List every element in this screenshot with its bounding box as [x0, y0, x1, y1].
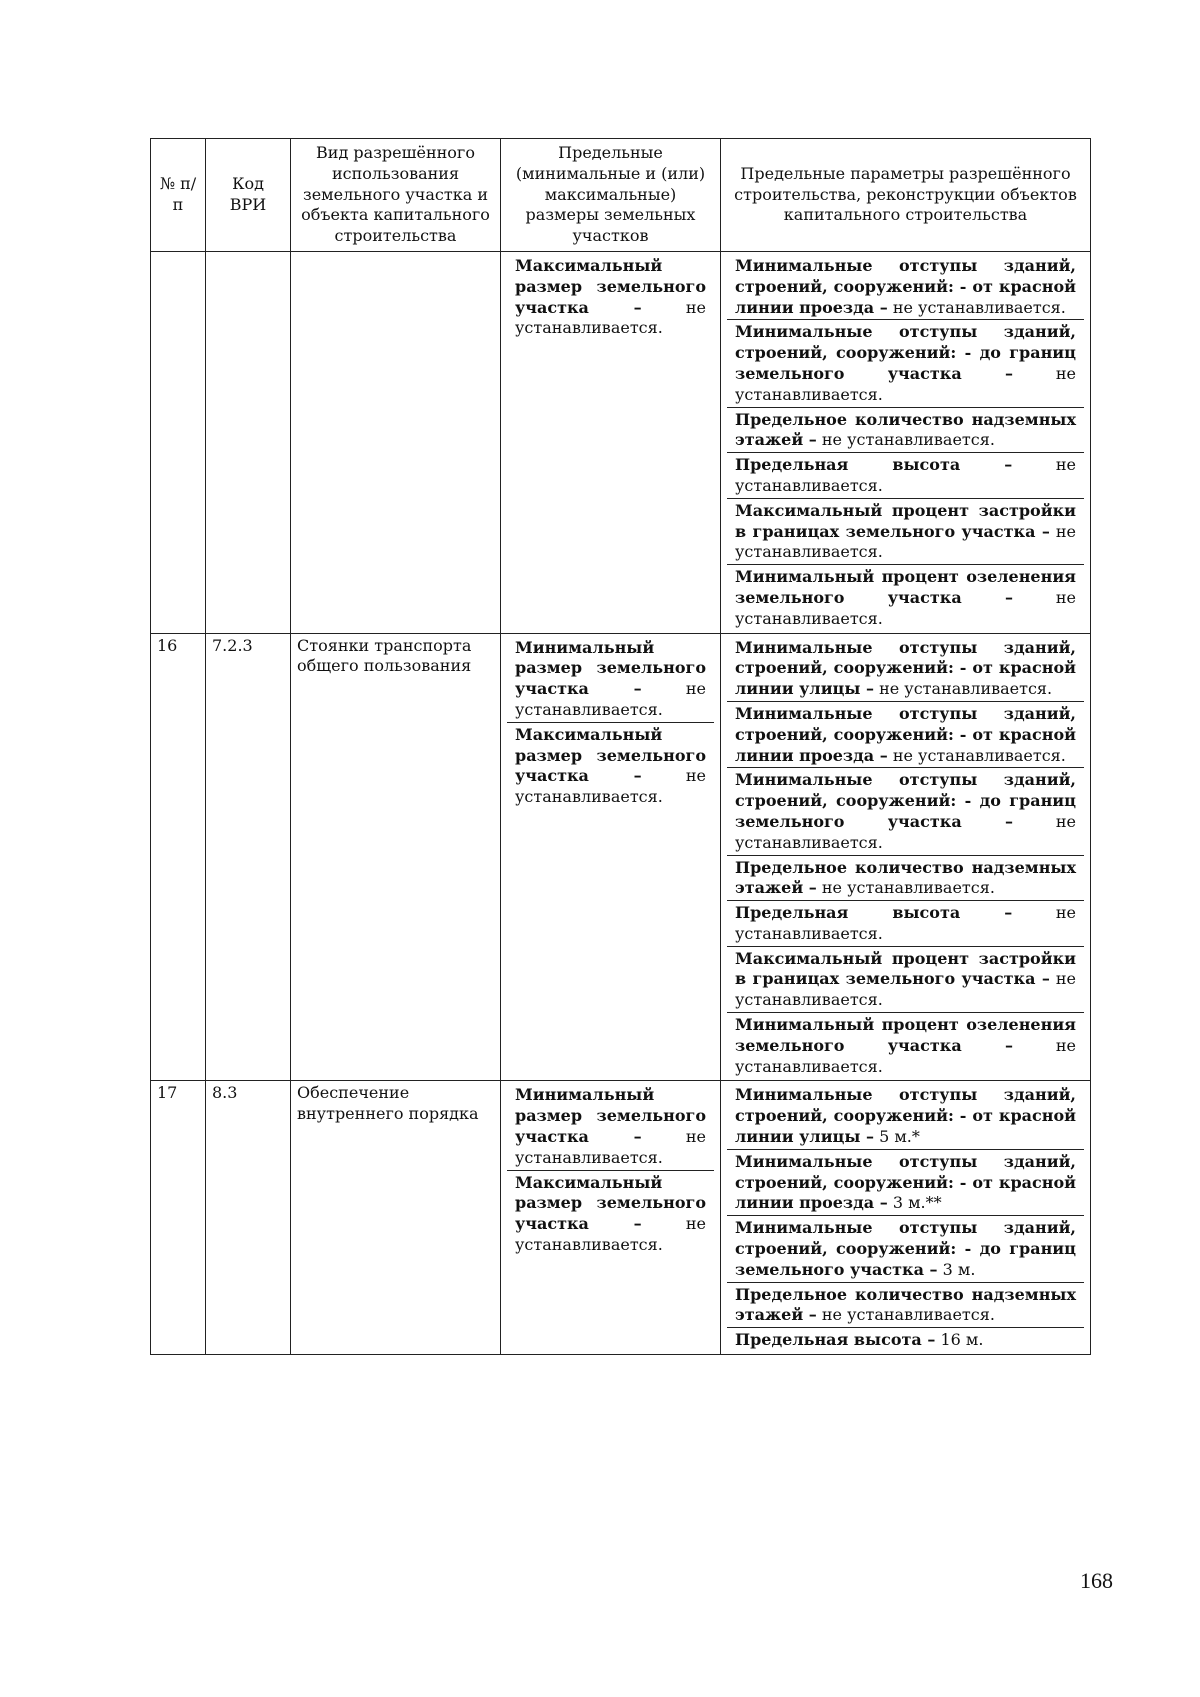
page-number: 168: [1080, 1568, 1113, 1593]
size-cell: [501, 633, 721, 1081]
zoning-parameters-table: [150, 138, 1091, 1355]
param-item-value: 3 м.**: [892, 1193, 942, 1213]
param-item-value: не устанавливается.: [735, 903, 1076, 943]
param-item-value: не устанавливается.: [879, 679, 1053, 699]
param-item-value: не устанавливается.: [735, 363, 1076, 404]
size-item: [507, 723, 714, 809]
param-item-value: 16 м.: [940, 1330, 984, 1350]
param-item-label: Предельная высота –: [735, 1330, 936, 1350]
size-item-value: не устанавливается.: [515, 679, 706, 719]
param-item: [727, 1083, 1084, 1149]
param-item-label: Минимальные отступы зданий, строений, сооружений: - до границ земельного участка –: [735, 1218, 1076, 1279]
row-number: 16: [151, 633, 206, 1081]
param-item-label: Предельное количество надземных этажей –: [735, 409, 1076, 450]
param-item-value: не устанавливается.: [892, 297, 1066, 317]
table-header-row: [151, 139, 1091, 252]
param-item: [727, 453, 1084, 499]
param-item-label: Минимальные отступы зданий, строений, сооружений: - от красной линии улицы –: [735, 637, 1076, 699]
param-item-value: не устанавливается.: [735, 1035, 1076, 1076]
param-item-value: не устанавливается.: [735, 969, 1076, 1010]
param-item: [727, 1328, 1084, 1352]
size-cell: [501, 1081, 721, 1355]
param-item-value: не устанавливается.: [821, 430, 995, 450]
size-item-value: не устанавливается.: [515, 297, 706, 338]
param-item-label: Предельная высота –: [735, 455, 1013, 475]
param-item-label: Минимальные отступы зданий, строений, сооружений: - от красной линии проезда –: [735, 703, 1076, 765]
params-cell: [721, 1081, 1091, 1355]
vri-name: Стоянки транспорта общего пользования: [291, 633, 501, 1081]
header-params: Предельные параметры разрешённого строительства, реконструкции объектов капитального строительства: [721, 139, 1091, 252]
param-item-label: Предельная высота –: [735, 903, 1013, 923]
param-item: [727, 702, 1084, 768]
param-item: [727, 565, 1084, 630]
param-item: [727, 1216, 1084, 1282]
size-item-value: не устанавливается.: [515, 1127, 706, 1167]
header-num: № п/п: [151, 139, 206, 252]
size-item-label: Максимальный размер земельного участка –: [515, 1172, 706, 1234]
param-item: [727, 320, 1084, 407]
param-item-label: Минимальные отступы зданий, строений, сооружений: - от красной линии проезда –: [735, 255, 1076, 317]
param-item-value: не устанавливается.: [892, 745, 1066, 765]
param-item-label: Минимальные отступы зданий, строений, сооружений: - до границ земельного участка –: [735, 322, 1076, 383]
size-cell: [501, 251, 721, 633]
header-code: Код ВРИ: [206, 139, 291, 252]
size-item: [507, 1083, 714, 1170]
header-vri: Вид разрешённого использования земельного участка и объекта капитального строительства: [291, 139, 501, 252]
param-item-value: не устанавливается.: [735, 455, 1076, 495]
param-item: [727, 636, 1084, 702]
param-item-value: не устанавливается.: [735, 521, 1076, 562]
param-item: [727, 901, 1084, 947]
param-item-label: Минимальный процент озеленения земельного участка –: [735, 567, 1076, 607]
row-number: 17: [151, 1081, 206, 1355]
size-item: [507, 636, 714, 723]
vri-code: 8.3: [206, 1081, 291, 1355]
param-item: [727, 768, 1084, 855]
param-item-value: 5 м.*: [879, 1127, 920, 1147]
param-item: [727, 254, 1084, 320]
vri-name: [291, 251, 501, 633]
table-row: [151, 633, 1091, 1081]
size-item: [507, 254, 714, 340]
size-item: [507, 1171, 714, 1257]
param-item-value: не устанавливается.: [735, 811, 1076, 852]
size-item-label: Минимальный размер земельного участка –: [515, 1085, 706, 1147]
table-body: [151, 251, 1091, 1354]
param-item: [727, 1150, 1084, 1216]
header-size: Предельные (минимальные и (или) максимальные) размеры земельных участков: [501, 139, 721, 252]
param-item-value: не устанавливается.: [735, 587, 1076, 628]
table-row: [151, 1081, 1091, 1355]
params-cell: [721, 633, 1091, 1081]
table-row: [151, 251, 1091, 633]
param-item-label: Предельное количество надземных этажей –: [735, 1284, 1076, 1325]
vri-code: [206, 251, 291, 633]
row-number: [151, 251, 206, 633]
size-item-label: Минимальный размер земельного участка –: [515, 637, 706, 699]
size-item-value: не устанавливается.: [515, 766, 706, 807]
param-item-value: не устанавливается.: [821, 1305, 995, 1325]
param-item-label: Максимальный процент застройки в границах земельного участка –: [735, 948, 1076, 989]
size-item-value: не устанавливается.: [515, 1214, 706, 1255]
param-item: [727, 1283, 1084, 1329]
param-item: [727, 947, 1084, 1013]
param-item: [727, 856, 1084, 902]
param-item-value: 3 м.: [942, 1259, 976, 1279]
size-item-label: Максимальный размер земельного участка –: [515, 724, 706, 786]
params-cell: [721, 251, 1091, 633]
param-item: [727, 1013, 1084, 1078]
size-item-label: Максимальный размер земельного участка –: [515, 255, 706, 317]
param-item-value: не устанавливается.: [821, 878, 995, 898]
param-item-label: Минимальные отступы зданий, строений, сооружений: - от красной линии улицы –: [735, 1085, 1076, 1147]
param-item-label: Минимальный процент озеленения земельного участка –: [735, 1015, 1076, 1055]
vri-code: 7.2.3: [206, 633, 291, 1081]
param-item-label: Минимальные отступы зданий, строений, сооружений: - от красной линии проезда –: [735, 1151, 1076, 1213]
param-item-label: Минимальные отступы зданий, строений, сооружений: - до границ земельного участка –: [735, 770, 1076, 831]
param-item: [727, 408, 1084, 454]
param-item: [727, 499, 1084, 565]
param-item-label: Максимальный процент застройки в границах земельного участка –: [735, 500, 1076, 541]
vri-name: Обеспечение внутреннего порядка: [291, 1081, 501, 1355]
param-item-label: Предельное количество надземных этажей –: [735, 857, 1076, 898]
